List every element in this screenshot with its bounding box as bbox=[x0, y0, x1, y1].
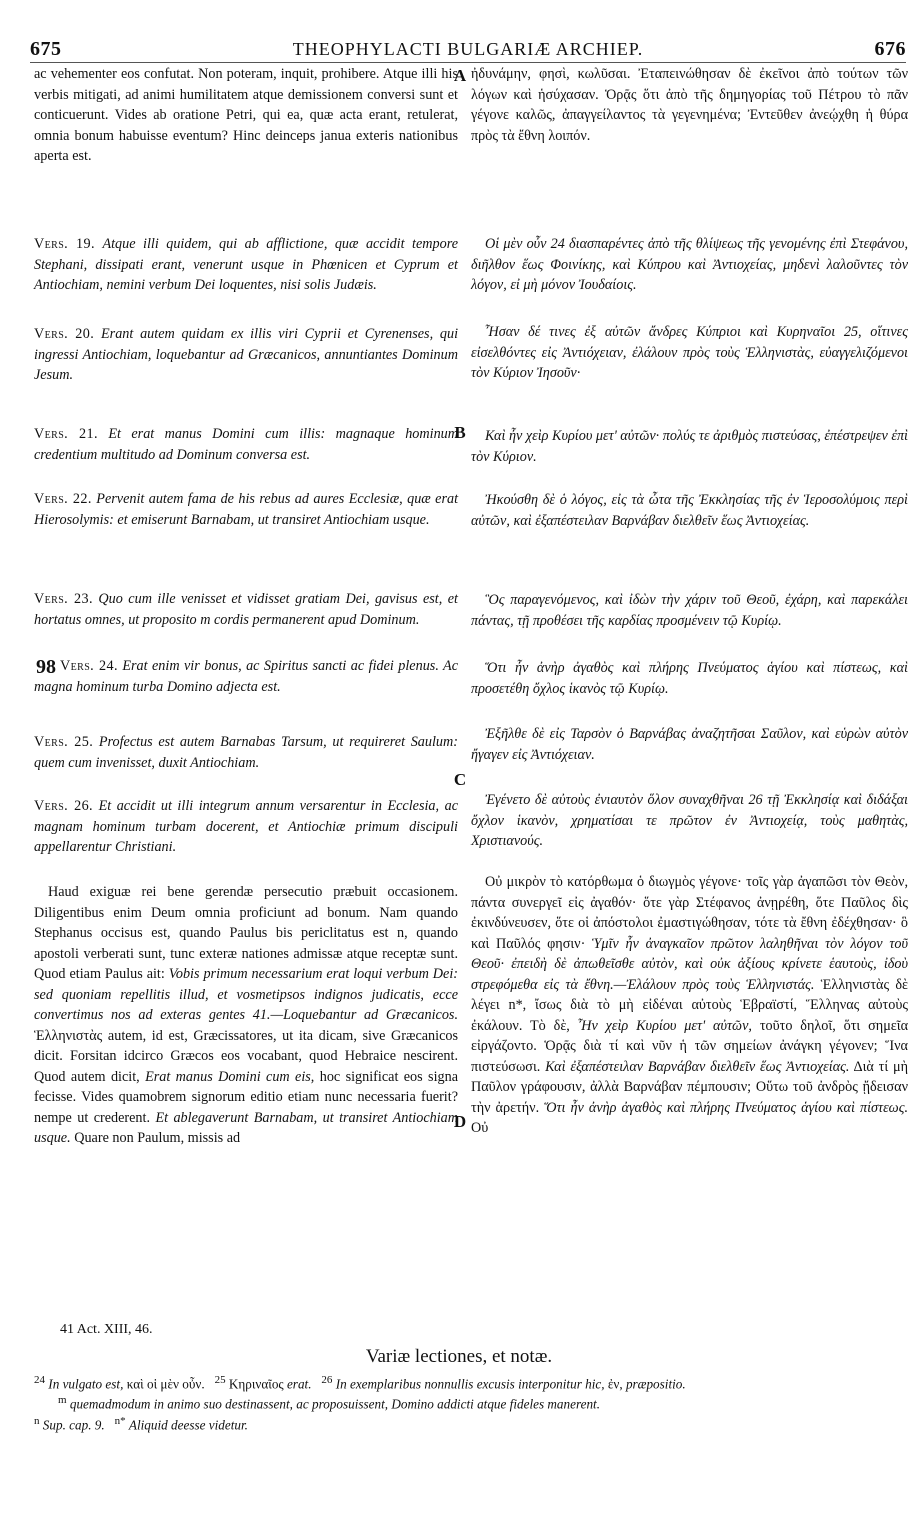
latin-verse-26: Vers. 26. Et accidit ut illi integrum annum versarentur in Ecclesia, ac magnam hominum turbam docerent, et Antiochiæ primum discipuli appellarentur Christiani. bbox=[34, 798, 459, 855]
notes-line-2: $^m$ quemadmodum in animo suo destinassent, ac proposuissent, Domino addicti atque fideles manerent. bbox=[58, 1394, 600, 1412]
notes-title: Variæ lectiones, et notæ. bbox=[365, 1346, 553, 1367]
greek-verse-23: Ὃς παραγενόμενος, καὶ ἰδὼν τὴν χάριν τοῦ Θεοῦ, ἐχάρη, καὶ παρεκάλει πάντας, τῇ προθέσει τῆς καρδίας προσμένειν τῷ Κυρίῳ. bbox=[471, 592, 908, 629]
running-header bbox=[30, 36, 906, 62]
latin-verse-23: Vers. 23. Quo cum ille venisset et vidisset gratiam Dei, gavisus est, et hortatus omnes, ut proposito m cordis permanerent apud Dominum. bbox=[34, 591, 458, 628]
latin-intro-paragraph: ac vehementer eos confutat. Non poteram, inquit, prohibere. Atque illi his verbis mitigati, ad animi humilitatem atque demissionem conversi sunt et conticuerunt. Vides ab oratione Petri, qui ea, quæ acta erant, retulerat, omnia bonum habuisse eventum? Hinc deinceps janua exteris nationibus aperta est. bbox=[34, 66, 458, 164]
latin-footnote: 41 Act. XIII, 46. bbox=[60, 1322, 153, 1337]
greek-verse-19: Οἱ μὲν οὖν 24 διασπαρέντες ἀπὸ τῆς θλίψεως τῆς γενομένης ἐπὶ Στεφάνου, διῆλθον ἕως Φοινίκης, καὶ Κύπρου καὶ Ἀντιοχείας, μηδενὶ λαλοῦντες τὸν λόγον, εἰ μὴ μόνον Ἰουδαίοις. bbox=[471, 236, 908, 293]
latin-verse-21: Vers. 21. Et erat manus Domini cum illis: magnaque hominum credentium multitudo ad Dominum conversa est. bbox=[34, 426, 459, 463]
greek-intro-paragraph: ἠδυνάμην, φησὶ, κωλῦσαι. Ἐταπεινώθησαν δὲ ἐκεῖνοι ἀπὸ τούτων τῶν λόγων καὶ ἡσύχασαν. Ὁρᾷς ὅτι ἀπὸ τῆς δημηγορίας τοῦ Πέτρου τὸ πᾶν γέγονε καλῶς, ἀπαγγείλαντος τὰ γεγενημένα; Ἐντεῦθεν ἀνεῴχθη ἡ θύρα πρὸς τὰ ἔθνη λοιπόν. bbox=[471, 66, 908, 144]
greek-verse-26: Ἐγένετο δὲ αὐτοὺς ἐνιαυτὸν ὅλον συναχθῆναι 26 τῇ Ἐκκλησίᾳ καὶ διδάξαι ὄχλον ἱκανὸν, χρηματίσαι τε πρῶτον ἐν Ἀντιοχείᾳ, τοὺς μαθητὰς, Χριστιανούς. bbox=[471, 792, 908, 849]
latin-verse-22: Vers. 22. Pervenit autem fama de his rebus ad aures Ecclesiæ, quæ erat Hierosolymis: et emiserunt Barnabam, ut transiret Antiochiam usque. bbox=[34, 491, 459, 528]
greek-commentary: Οὐ μικρὸν τὸ κατόρθωμα ὁ διωγμὸς γέγονε· τοῖς γὰρ ἀγαπῶσι τὸν Θεὸν, πάντα συνεργεῖ εἰς ἀγαθόν· ὅτε γὰρ Στέφανος ἀνῃρέθη, ὅτε Παῦλος δὶς ἐκινδύνευσεν, ὅτε οἱ ἀπόστολοι ἐμαστιγώθησαν, τότε τὰ ἔθνη ἐδέχθησαν· ὃ καὶ Παῦλός φησιν· Ὑμῖν ἦν ἀναγκαῖον πρῶτον λαληθῆναι τὸν λόγον τοῦ Θεοῦ· ἐπειδὴ δὲ ἀπωθεῖσθε αὐτὸν, καὶ οὐκ ἀξίους κρίνετε ἑαυτοὺς, ἰδοὺ στρεφόμεθα εἰς τὰ ἔθνη.—Ἐλάλουν πρὸς τοὺς Ἑλληνιστάς. Ἑλληνιστὰς δὲ λέγει n*, ἴσως διὰ τὸ μὴ εἰδέναι αὐτοὺς Ἑβραϊστί, Ἕλληνας αὐτοὺς ἐκάλουν. Τὸ δὲ, Ἦν χεὶρ Κυρίου μετ' αὐτῶν, τοῦτο δηλοῖ, ὅτι σημεῖα εἰργάζοντο. Ὁρᾷς διὰ τί καὶ νῦν ἡ τῶν σημείων ἀνάγκη γέγονεν; Ἵνα πιστεύσωσι. Καὶ ἐξαπέστειλαν Βαρνάβαν διελθεῖν ἕως Ἀντιοχείας. Διὰ τί μὴ Παῦλον γράφουσιν, ἀλλὰ Βαρνάβαν πέμπουσιν; Οὕτω τοῦ ἀνδρὸς ᾔδεισαν τὴν ἀρετήν. Ὅτι ἦν ἀνὴρ ἀγαθὸς καὶ πλήρης Πνεύματος ἁγίου καὶ πίστεως. Οὐ bbox=[471, 874, 909, 1136]
latin-verse-24: Vers. 24. Erat enim vir bonus, ac Spiritus sancti ac fidei plenus. Ac magna hominum turba Domino adjecta est. bbox=[34, 658, 459, 695]
section-marker-c: C bbox=[453, 770, 467, 789]
section-marker-b: B bbox=[454, 423, 466, 442]
greek-verse-20: Ἦσαν δέ τινες ἐξ αὐτῶν ἄνδρες Κύπριοι καὶ Κυρηναῖοι 25, οἵτινες εἰσελθόντες εἰς Ἀντιόχειαν, ἐλάλουν πρὸς τοὺς Ἑλληνιστὰς, εὐαγγελιζόμενοι τὸν Κύριον Ἰησοῦν· bbox=[471, 324, 908, 381]
section-marker-a: A bbox=[453, 66, 467, 85]
page-number-left: 675 bbox=[30, 37, 62, 60]
notes-line-1: $^{24}$ In vulgato est, καὶ οἱ μὲν οὖν. $^{25}$ Κηριναῖος erat. $^{26}$ In exemplaribus nonnullis excusis interponitur hic, ἐν, præpositio. bbox=[34, 1374, 686, 1392]
margin-number: 98 bbox=[36, 656, 56, 678]
latin-verse-19: Vers. 19. Atque illi quidem, qui ab afflictione, quæ accidit tempore Stephani, dissipati erant, venerunt usque in Phœnicen et Cyprum et Antiochiam, nemini verbum Dei loquentes, nisi solis Judæis. bbox=[34, 236, 459, 293]
greek-verse-24: Ὅτι ἦν ἀνὴρ ἀγαθὸς καὶ πλήρης Πνεύματος ἁγίου καὶ πίστεως, καὶ προσετέθη ὄχλος ἱκανὸς τῷ Κυρίῳ. bbox=[471, 660, 908, 697]
section-marker-d: D bbox=[453, 1112, 467, 1131]
latin-commentary: Haud exiguæ rei bene gerendæ persecutio præbuit occasionem. Diligentibus enim Deum omnia proficiunt ad bonum. Nam quando Stephanus occisus est, quando Paulus bis periclitatus est n, quando apostoli verberati sunt, tunc exteræ nationes admissæ atque receptæ sunt. Quod etiam Paulus ait: Vobis primum necessarium erat loqui verbum Dei: sed quoniam repellitis illud, et vosmetipsos indignos judicatis, ecce convertimus nos ad exteras gentes 41.—Loquebantur ad Græcanicos. Ἑλληνιστὰς autem, id est, Græcissatores, ut ita dicam, sive Græcanicos dicit. Forsitan idcirco Græcos eos vocabant, quod Hebraice nescirent. Quod autem dicit, Erat manus Domini cum eis, hoc significat eos signa fecisse. Vides quamobrem signorum editio etiam nunc necessaria fuerit? nempe ut crederent. Et ablegaverunt Barnabam, ut transiret Antiochiam usque. Quare non Paulum, missis ad bbox=[34, 884, 459, 1146]
variant-notes bbox=[34, 1372, 908, 1433]
header-rule bbox=[30, 62, 906, 63]
running-title: THEOPHYLACTI BULGARIÆ ARCHIEP. bbox=[292, 38, 644, 59]
greek-verse-21: Καὶ ἦν χεὶρ Κυρίου μετ' αὐτῶν· πολύς τε ἀριθμὸς πιστεύσας, ἐπέστρεψεν ἐπὶ τὸν Κύριον. bbox=[471, 428, 908, 465]
notes-line-3: $^n$ Sup. cap. 9. $^{n*}$ Aliquid deesse videtur. bbox=[34, 1414, 248, 1433]
page-number-right: 676 bbox=[874, 37, 906, 60]
latin-verse-25: Vers. 25. Profectus est autem Barnabas Tarsum, ut requireret Saulum: quem cum invenisset, duxit Antiochiam. bbox=[34, 734, 458, 771]
greek-verse-22: Ἠκούσθη δὲ ὁ λόγος, εἰς τὰ ὦτα τῆς Ἐκκλησίας τῆς ἐν Ἱεροσολύμοις περὶ αὐτῶν, καὶ ἐξαπέστειλαν Βαρνάβαν διελθεῖν ἕως Ἀντιοχείας. bbox=[471, 492, 908, 529]
latin-verse-20: Vers. 20. Erant autem quidam ex illis viri Cyprii et Cyrenenses, qui ingressi Antiochiam, loquebantur ad Græcanicos, annuntiantes Dominum Jesum. bbox=[34, 326, 459, 383]
greek-verse-25: Ἐξῆλθε δὲ εἰς Ταρσὸν ὁ Βαρνάβας ἀναζητῆσαι Σαῦλον, καὶ εὑρὼν αὐτὸν ἤγαγεν εἰς Ἀντιόχειαν. bbox=[471, 726, 908, 763]
